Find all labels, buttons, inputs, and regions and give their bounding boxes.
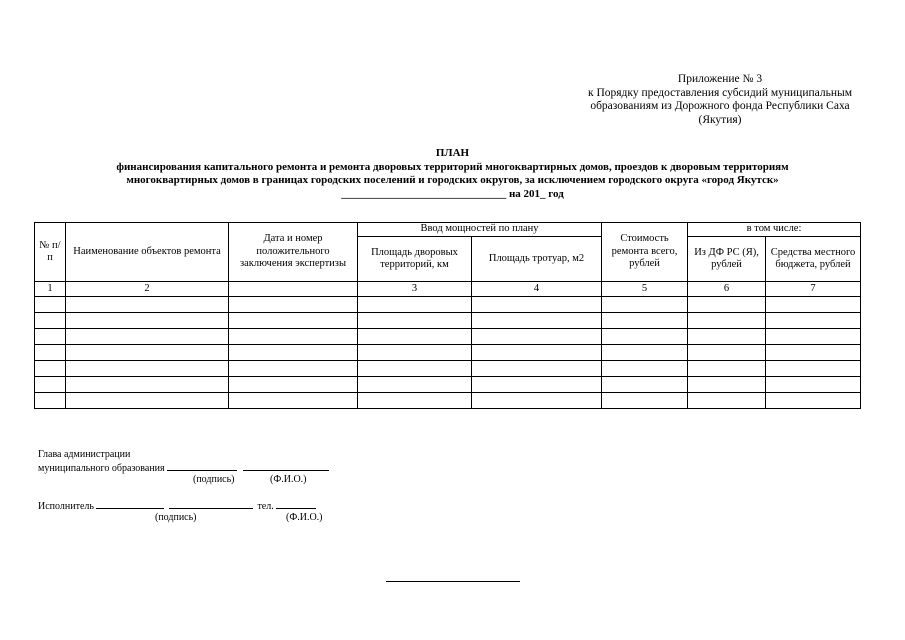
table-cell: [229, 377, 358, 393]
table-cell: [66, 297, 229, 313]
executor-signature-line: [38, 499, 316, 513]
table-cell: [358, 297, 472, 313]
executor-fio-caption: (Ф.И.О.): [286, 512, 323, 523]
table-cell: [688, 393, 766, 409]
municipal-formation-label: муниципального образования: [38, 463, 165, 474]
signature-blank: [167, 461, 237, 471]
table-cell: [66, 345, 229, 361]
column-number: 1: [35, 282, 66, 297]
table-cell: [766, 361, 861, 377]
executor-label: Исполнитель: [38, 501, 94, 512]
fio-caption: (Ф.И.О.): [270, 474, 307, 485]
table-cell: [472, 329, 602, 345]
header-from-df: Из ДФ РС (Я), рублей: [688, 237, 766, 282]
signature-caption: (подпись): [193, 474, 235, 485]
table-cell: [688, 297, 766, 313]
table-row: [35, 377, 861, 393]
table-cell: [229, 345, 358, 361]
header-num: № п/п: [35, 223, 66, 282]
header-area-yards: Площадь дворовых территорий, км: [358, 237, 472, 282]
header-date: Дата и номер положительного заключения экспертизы: [229, 223, 358, 282]
table-cell: [688, 313, 766, 329]
table-cell: [602, 313, 688, 329]
table-cell: [688, 377, 766, 393]
table-row: [35, 297, 861, 313]
table-cell: [602, 329, 688, 345]
table-cell: [688, 361, 766, 377]
table-cell: [358, 345, 472, 361]
table-cell: [472, 377, 602, 393]
table-cell: [35, 313, 66, 329]
appendix-block: [520, 73, 905, 127]
table-cell: [766, 345, 861, 361]
phone-blank: [276, 499, 316, 509]
table-cell: [35, 361, 66, 377]
executor-signature-caption: (подпись): [155, 512, 197, 523]
table-cell: [229, 393, 358, 409]
title-blank: ______________________________: [341, 187, 507, 200]
table-header-row: [35, 223, 861, 237]
table-cell: [35, 345, 66, 361]
title-year: на 201_ год: [506, 187, 564, 200]
column-number: 6: [688, 282, 766, 297]
table-cell: [766, 393, 861, 409]
title-line-2: многоквартирных домов в границах городских поселений и городских округов, за исключением городского округа «город Якутск»: [126, 174, 779, 186]
table-row: [35, 329, 861, 345]
table-cell: [35, 393, 66, 409]
table-cell: [229, 313, 358, 329]
appendix-number: Приложение № 3: [677, 73, 763, 85]
table-cell: [35, 377, 66, 393]
table-cell: [472, 393, 602, 409]
table-cell: [602, 361, 688, 377]
column-number: 3: [358, 282, 472, 297]
table-cell: [66, 377, 229, 393]
table-cell: [229, 361, 358, 377]
appendix-reference-3: (Якутия): [698, 113, 742, 126]
head-admin-label: Глава администрации: [38, 449, 131, 460]
phone-label: тел.: [257, 501, 274, 512]
table-cell: [358, 313, 472, 329]
column-number: 2: [66, 282, 229, 297]
table-cell: [358, 361, 472, 377]
table-cell: [766, 377, 861, 393]
footer-divider: [386, 581, 520, 582]
column-number: 4: [472, 282, 602, 297]
plan-table: [34, 222, 861, 409]
table-cell: [602, 297, 688, 313]
table-cell: [66, 329, 229, 345]
table-cell: [229, 329, 358, 345]
title-line-3: [40, 188, 865, 202]
column-number: 7: [766, 282, 861, 297]
title-line-1: финансирования капитального ремонта и ремонта дворовых территорий многоквартирных домов, проездов к дворовым территориям: [116, 160, 789, 173]
table-cell: [602, 377, 688, 393]
header-local: Средства местного бюджета, рублей: [766, 237, 861, 282]
title-main: ПЛАН: [435, 147, 470, 159]
table-cell: [766, 297, 861, 313]
column-number: 5: [602, 282, 688, 297]
table-cell: [35, 297, 66, 313]
table-cell: [35, 329, 66, 345]
table-cell: [66, 393, 229, 409]
table-cell: [602, 393, 688, 409]
table-cell: [688, 345, 766, 361]
table-row: [35, 393, 861, 409]
fio-blank: [243, 461, 329, 471]
table-cell: [766, 329, 861, 345]
head-admin-signature-line: [38, 461, 329, 475]
table-cell: [602, 345, 688, 361]
table-cell: [358, 393, 472, 409]
header-including: в том числе:: [688, 223, 861, 237]
appendix-reference-1: к Порядку предоставления субсидий муниципальным: [587, 86, 852, 99]
header-name: Наименование объектов ремонта: [66, 223, 229, 282]
header-cost: Стоимость ремонта всего, рублей: [602, 223, 688, 282]
table-cell: [358, 377, 472, 393]
executor-signature-blank: [96, 499, 164, 509]
document-title: [40, 147, 865, 201]
column-number: [229, 282, 358, 297]
header-capacity: Ввод мощностей по плану: [358, 223, 602, 237]
table-cell: [472, 313, 602, 329]
table-cell: [358, 329, 472, 345]
table-cell: [229, 297, 358, 313]
table-cell: [472, 297, 602, 313]
table-cell: [688, 329, 766, 345]
table-cell: [66, 361, 229, 377]
table-row: [35, 361, 861, 377]
column-number-row: [35, 282, 861, 297]
header-area-sidewalk: Площадь тротуар, м2: [472, 237, 602, 282]
table-row: [35, 313, 861, 329]
table-cell: [66, 313, 229, 329]
table-cell: [766, 313, 861, 329]
appendix-reference-2: образованиям из Дорожного фонда Республики Саха: [590, 100, 850, 112]
table-cell: [472, 345, 602, 361]
table-cell: [472, 361, 602, 377]
table-row: [35, 345, 861, 361]
executor-fio-blank: [169, 499, 253, 509]
